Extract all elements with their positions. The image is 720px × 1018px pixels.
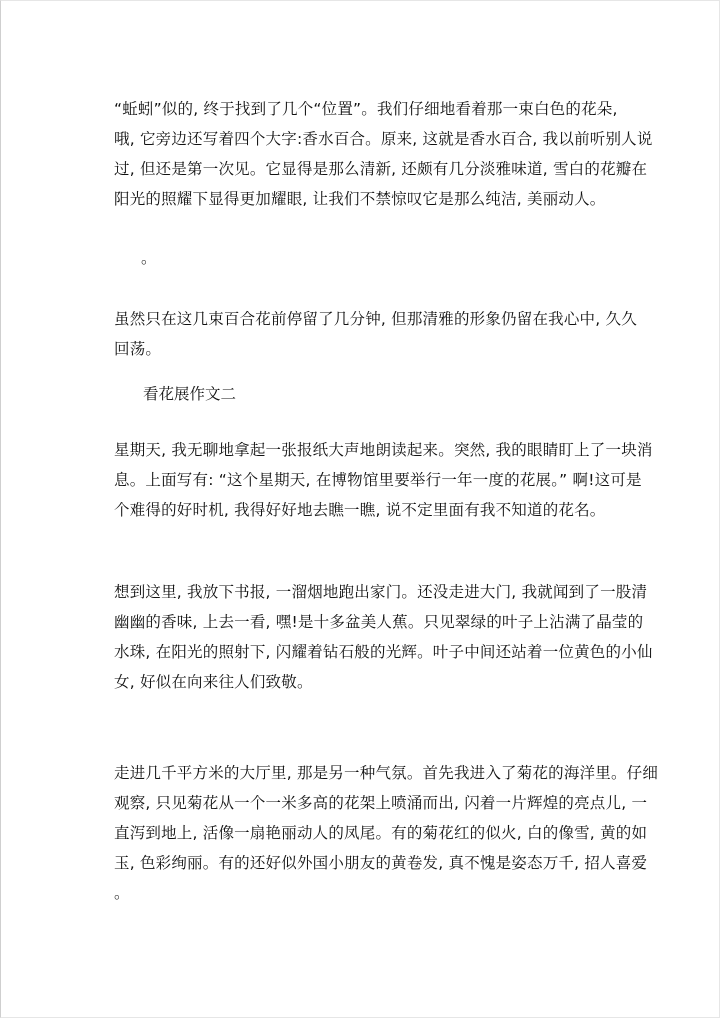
- text-line: 直泻到地上, 活像一扇艳丽动人的凤尾。有的菊花红的似火, 白的像雪, 黄的如: [114, 824, 648, 842]
- text-line: 星期天, 我无聊地拿起一张报纸大声地朗读起来。突然, 我的眼睛盯上了一块消: [114, 441, 653, 459]
- text-line: 观察, 只见菊花从一个一米多高的花架上喷涌而出, 闪着一片辉煌的亮点儿, 一: [114, 794, 648, 812]
- text-line: 阳光的照耀下显得更加耀眼, 让我们不禁惊叹它是那么纯洁, 美丽动人。: [114, 190, 606, 208]
- paragraph-canna: [114, 577, 653, 697]
- text-line: 个难得的好时机, 我得好好地去瞧一瞧, 说不定里面有我不知道的花名。: [114, 501, 606, 519]
- text-line: 水珠, 在阳光的照射下, 闪耀着钻石般的光辉。叶子中间还站着一位黄色的小仙: [114, 643, 653, 661]
- essay-title: 看花展作文二: [143, 385, 237, 403]
- text-line: 幽幽的香味, 上去一看, 嘿!是十多盆美人蕉。只见翠绿的叶子上沾满了晶莹的: [114, 613, 644, 631]
- text-line: 走进几千平方米的大厅里, 那是另一种气氛。首先我进入了菊花的海洋里。仔细: [114, 764, 659, 782]
- text-line: 虽然只在这几束百合花前停留了几分钟, 但那清雅的形象仍留在我心中, 久久: [114, 310, 637, 328]
- paragraph-lily-memory: [114, 304, 637, 364]
- text-line: 想到这里, 我放下书报, 一溜烟地跑出家门。还没走进大门, 我就闻到了一股清: [114, 583, 648, 601]
- text-line: 回荡。: [114, 340, 162, 358]
- text-line: 过, 但还是第一次见。它显得是那么清新, 还颇有几分淡雅味道, 雪白的花瓣在: [114, 160, 648, 178]
- paragraph-newspaper: [114, 435, 653, 525]
- paragraph-chrysanthemum: [114, 758, 659, 908]
- paragraph-lily: [114, 94, 653, 214]
- text-line: 哦, 它旁边还写着四个大字:香水百合。原来, 这就是香水百合, 我以前听别人说: [114, 130, 653, 148]
- text-line: “蚯蚓”似的, 终于找到了几个“位置”。我们仔细地看着那一束白色的花朵,: [114, 100, 618, 118]
- text-line: 玉, 色彩绚丽。有的还好似外国小朋友的黄卷发, 真不愧是姿态万千, 招人喜爱: [114, 854, 648, 872]
- text-line: 。: [114, 884, 130, 902]
- text-line: 息。上面写有: “这个星期天, 在博物馆里要举行一年一度的花展。” 啊!这可是: [114, 471, 642, 489]
- paragraph-dot: [141, 243, 637, 273]
- text-line: 。: [141, 249, 157, 267]
- text-line: 女, 好似在向来往人们致敬。: [114, 673, 313, 691]
